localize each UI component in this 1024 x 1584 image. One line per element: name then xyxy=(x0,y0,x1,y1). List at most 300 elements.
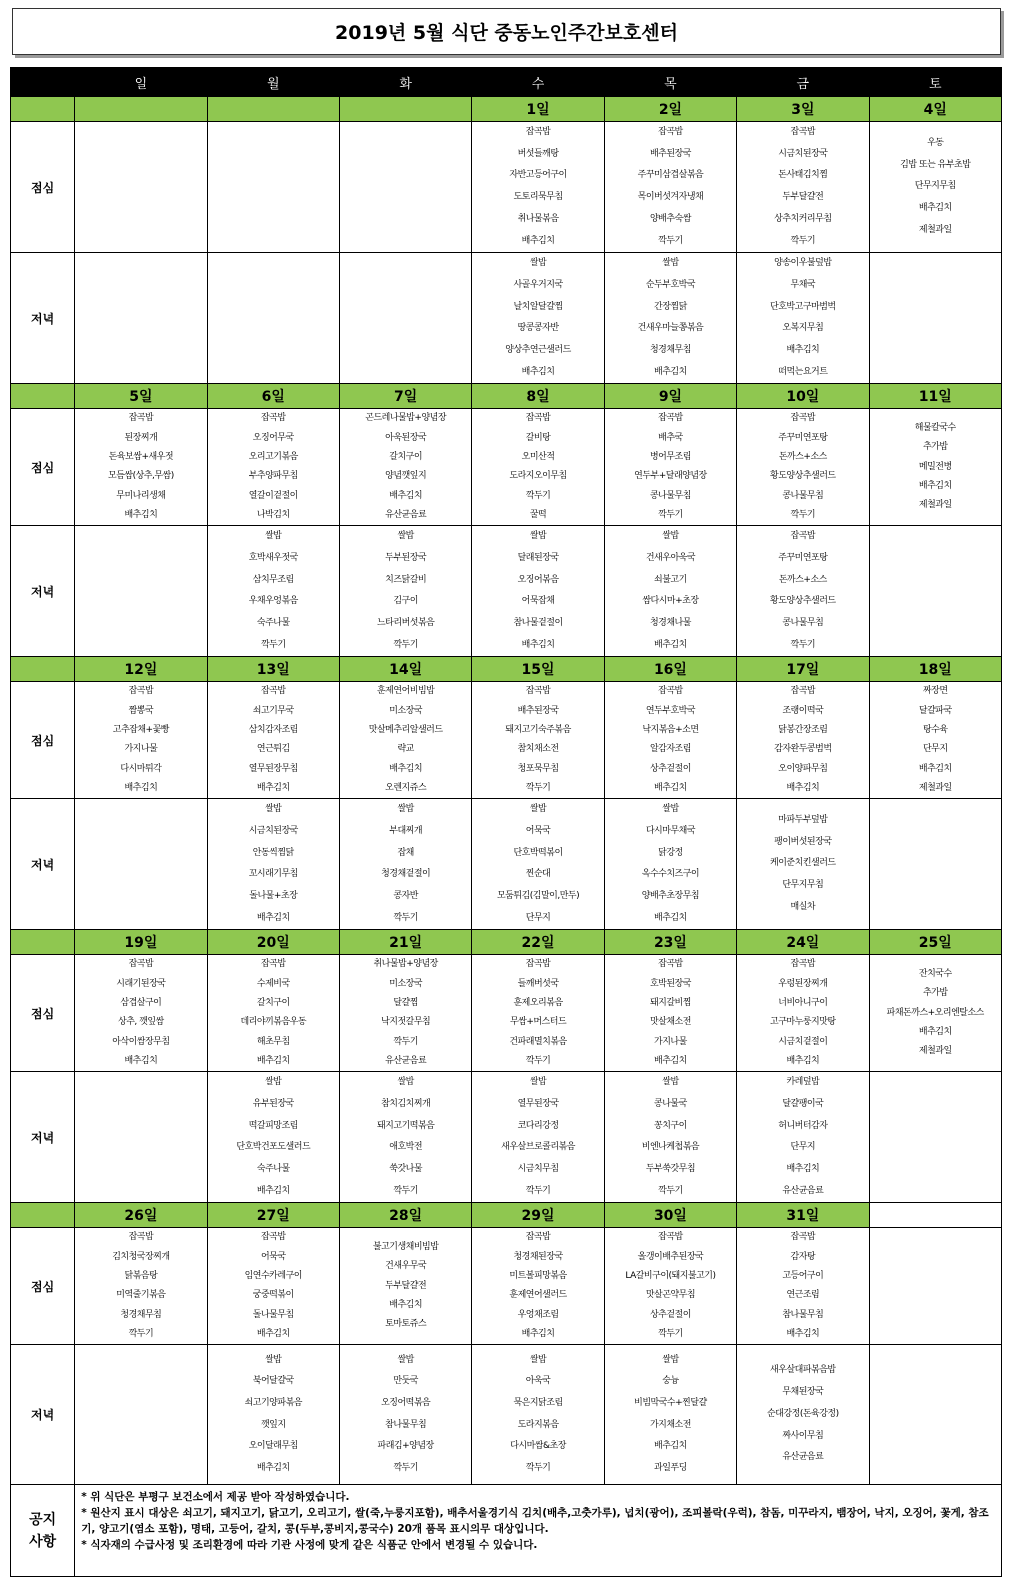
menu-item: 쑥갓나물 xyxy=(389,1164,423,1175)
menu-item: 오이양파무침 xyxy=(778,763,828,774)
menu-item: 콩자반 xyxy=(393,891,418,902)
menu-item: 쇠고기양파볶음 xyxy=(244,1398,302,1409)
date-cell: 21일 xyxy=(339,930,471,955)
page-title xyxy=(12,8,1001,55)
menu-item: 돌나물무침 xyxy=(252,1309,294,1320)
menu-item: 잡곡밥 xyxy=(658,127,683,137)
menu-cell xyxy=(604,253,736,384)
lunch-row xyxy=(11,122,1002,253)
menu-item: 배추김치 xyxy=(654,1441,687,1452)
menu-item: 돈육보쌈+새우젓 xyxy=(108,452,174,463)
menu-item: 쌀밥 xyxy=(265,531,282,542)
menu-item: 날치알달걀찜 xyxy=(513,301,563,312)
menu-item: 깍두기 xyxy=(393,1036,418,1047)
date-cell: 9일 xyxy=(604,384,736,409)
menu-item: 미트볼피망볶음 xyxy=(509,1271,567,1282)
menu-cell xyxy=(472,799,604,930)
menu-item: 닭강정 xyxy=(658,847,683,858)
menu-item: 짜사이무침 xyxy=(782,1430,824,1441)
menu-item: 배추김치 xyxy=(124,509,158,520)
weekday-header: 화 xyxy=(339,68,471,97)
menu-item: 배추김치 xyxy=(256,1185,290,1196)
menu-item: 비빔막국수+찐달걀 xyxy=(634,1398,707,1409)
menu-item: 돈까스+소스 xyxy=(778,574,827,585)
menu-item: 갈치구이 xyxy=(256,998,290,1009)
lunch-row xyxy=(11,409,1002,526)
menu-cell xyxy=(75,1345,207,1485)
menu-item: 달걀파국 xyxy=(918,705,952,716)
menu-item: 쌀밥 xyxy=(529,804,547,815)
date-cell: 24일 xyxy=(737,930,869,955)
lunch-label: 점심 xyxy=(11,409,75,526)
menu-cell xyxy=(207,799,339,930)
menu-item: 돼지고기숙주볶음 xyxy=(505,725,571,736)
menu-item: 잡곡밥 xyxy=(525,959,551,970)
menu-item: 제철과일 xyxy=(918,224,952,235)
date-cell: 1일 xyxy=(472,97,604,122)
lunch-label: 점심 xyxy=(11,122,75,253)
menu-item: 깍두기 xyxy=(658,509,683,520)
menu-item: 숭늉 xyxy=(662,1376,679,1387)
menu-cell xyxy=(75,799,207,930)
menu-item: 깍두기 xyxy=(260,639,286,650)
menu-cell xyxy=(737,526,869,657)
menu-item: 연두부+달래양념장 xyxy=(634,471,707,482)
date-cell: 13일 xyxy=(207,657,339,682)
menu-item: 배추김치 xyxy=(786,345,820,356)
menu-item: 조랭이떡국 xyxy=(782,705,824,716)
lunch-row xyxy=(11,955,1002,1072)
menu-item: 주꾸미삼겹살볶음 xyxy=(637,170,704,181)
lunch-row xyxy=(11,682,1002,799)
menu-item: 단호박고구마범벅 xyxy=(770,301,836,312)
menu-item: 목이버섯겨자냉채 xyxy=(637,192,704,203)
menu-item: 잡곡밥 xyxy=(525,1232,551,1243)
menu-cell xyxy=(604,955,736,1072)
menu-item: 두부달걀전 xyxy=(782,192,824,203)
menu-item: 꿀떡 xyxy=(529,509,547,520)
dinner-label: 저녁 xyxy=(11,799,75,930)
menu-item: 쌀밥 xyxy=(662,531,679,542)
menu-item: 임연수카레구이 xyxy=(244,1271,302,1282)
menu-item: 잡곡밥 xyxy=(128,959,154,970)
menu-item: 갈비탕 xyxy=(525,432,551,443)
date-cell: 6일 xyxy=(207,384,339,409)
menu-cell xyxy=(869,955,1001,1072)
menu-item: 궁중떡볶이 xyxy=(252,1290,294,1301)
menu-item: 맛살곤약무침 xyxy=(645,1290,696,1301)
menu-item: 깍두기 xyxy=(393,1185,418,1196)
menu-item: 돈사태김치찜 xyxy=(778,170,828,181)
menu-item: 올갱이배추된장국 xyxy=(637,1251,704,1262)
menu-item: 깍두기 xyxy=(393,912,418,923)
menu-item: 잡곡밥 xyxy=(790,1232,816,1243)
menu-cell xyxy=(75,1072,207,1203)
menu-item: 달래된장국 xyxy=(517,552,559,563)
menu-item: 깍두기 xyxy=(525,1185,551,1196)
menu-item: 된장찌개 xyxy=(124,432,158,443)
menu-item: 버섯들깨탕 xyxy=(517,148,559,159)
menu-item: 파래김+양념장 xyxy=(377,1441,434,1452)
date-cell xyxy=(339,97,471,122)
menu-item: 오렌지쥬스 xyxy=(385,782,427,793)
menu-item: 추가밥 xyxy=(922,988,948,999)
menu-item: 깍두기 xyxy=(658,1328,683,1339)
date-cell: 23일 xyxy=(604,930,736,955)
menu-item: 배추김치 xyxy=(124,782,158,793)
menu-item: 아욱국 xyxy=(525,1376,551,1387)
menu-item: 아삭이쌈장무침 xyxy=(112,1036,170,1047)
menu-item: 배추김치 xyxy=(389,1299,423,1310)
menu-item: 건새우아욱국 xyxy=(645,552,696,563)
menu-item: 배추김치 xyxy=(918,763,952,774)
menu-item: 열무된장국 xyxy=(517,1098,559,1109)
date-cell: 16일 xyxy=(604,657,736,682)
menu-item: 두부쑥갓무침 xyxy=(645,1164,696,1175)
menu-item: 잡곡밥 xyxy=(658,1232,683,1243)
menu-item: 깍두기 xyxy=(525,782,551,793)
menu-item: 순두부호박국 xyxy=(645,279,696,290)
dinner-label: 저녁 xyxy=(11,1345,75,1485)
menu-item: 허니버터감자 xyxy=(778,1120,828,1131)
menu-cell xyxy=(604,1345,736,1485)
date-cell xyxy=(207,97,339,122)
menu-item: 마파두부덮밥 xyxy=(778,815,828,826)
menu-item: 배추김치 xyxy=(654,639,687,650)
menu-item: 감자탕 xyxy=(790,1251,816,1262)
dinner-label: 저녁 xyxy=(11,253,75,384)
menu-cell xyxy=(339,122,471,253)
notice-text xyxy=(75,1485,1002,1577)
menu-item: 감자완두콩범벅 xyxy=(774,744,832,755)
date-cell: 12일 xyxy=(75,657,207,682)
menu-item: 잡곡밥 xyxy=(260,413,286,424)
dinner-label: 저녁 xyxy=(11,1072,75,1203)
menu-item: 양송이우불덮밥 xyxy=(774,258,832,269)
menu-item: 깍두기 xyxy=(790,509,816,520)
date-row xyxy=(11,930,1002,955)
menu-item: 새우살대파볶음밥 xyxy=(770,1365,836,1376)
menu-item: 참나물무침 xyxy=(385,1419,427,1430)
notice-line: * 원산지 표시 대상은 쇠고기, 돼지고기, 닭고기, 오리고기, 쌀(죽,누룽지포함), 배추서울경기식 김치(배추,고춧가루), 넙치(광어), 조피볼락(우럭), 참돔, 미꾸라지, 뱀장어, 낙지, 오징어, 꽃게, 참조기, 양고기(염소 포함), 명태, 고등어, 갈치, 콩(두부,콩비지,콩국수) 20개 품목 표시의무 대상입니다. xyxy=(81,1507,989,1536)
menu-cell xyxy=(207,1072,339,1203)
menu-item: 연근조림 xyxy=(786,1290,820,1301)
menu-item: 메밀전병 xyxy=(918,461,952,472)
menu-item: 쌀밥 xyxy=(265,804,282,815)
dinner-row xyxy=(11,1072,1002,1203)
menu-item: 아욱된장국 xyxy=(385,432,427,443)
menu-item: 쌀밥 xyxy=(529,258,547,269)
lunch-label: 점심 xyxy=(11,682,75,799)
menu-item: 상추치커리무침 xyxy=(774,213,832,224)
notice-label-text: 공지 사항 xyxy=(29,1511,57,1550)
menu-item: 쌀밥 xyxy=(662,258,679,269)
menu-item: 쌀밥 xyxy=(265,1354,282,1365)
menu-item: 청경채나물 xyxy=(649,618,691,629)
notice-line: * 위 식단은 부평구 보건소에서 제공 받아 작성하였습니다. xyxy=(81,1491,350,1504)
menu-item: 배추김치 xyxy=(654,912,687,923)
weekday-header: 수 xyxy=(472,68,604,97)
menu-item: 배추김치 xyxy=(918,480,952,491)
menu-item: 숙주나물 xyxy=(256,1164,290,1175)
menu-item: 시금치된장국 xyxy=(248,825,298,836)
menu-item: 떡갈피망조림 xyxy=(248,1120,298,1131)
menu-item: 배추김치 xyxy=(654,366,687,377)
menu-cell xyxy=(207,1228,339,1345)
menu-item: 다시마무채국 xyxy=(645,825,696,836)
date-cell: 5일 xyxy=(75,384,207,409)
menu-item: 시금치겉절이 xyxy=(778,1036,828,1047)
menu-item: 쌀밥 xyxy=(397,531,414,542)
menu-item: 쌀밥 xyxy=(529,531,547,542)
menu-item: 건새우무국 xyxy=(385,1261,427,1272)
weekday-header: 일 xyxy=(75,68,207,97)
menu-item: 상추겉절이 xyxy=(649,1309,691,1320)
menu-cell xyxy=(339,682,471,799)
menu-item: 무채된장국 xyxy=(782,1387,824,1398)
menu-cell xyxy=(472,682,604,799)
menu-item: 잡곡밥 xyxy=(790,413,816,424)
menu-cell xyxy=(604,122,736,253)
menu-item: 안동씩찜닭 xyxy=(252,847,294,858)
menu-item: 참치김치찌개 xyxy=(381,1098,431,1109)
menu-item: 배추된장국 xyxy=(517,705,559,716)
menu-cell xyxy=(75,122,207,253)
lunch-label: 점심 xyxy=(11,955,75,1072)
page-title-text: 2019년 5월 식단 중동노인주간보호센터 xyxy=(335,22,678,44)
menu-item: 달걀찜 xyxy=(393,998,418,1009)
menu-item: 배추된장국 xyxy=(649,148,691,159)
menu-cell xyxy=(869,1072,1001,1203)
menu-item: 쌀밥 xyxy=(397,1354,414,1365)
menu-item: 상추겉절이 xyxy=(649,763,691,774)
date-cell: 18일 xyxy=(869,657,1001,682)
menu-item: 옥수수치즈구이 xyxy=(641,869,700,880)
menu-item: 깍두기 xyxy=(790,639,816,650)
menu-item: 잡곡밥 xyxy=(790,531,816,542)
menu-item: 깍두기 xyxy=(525,1055,551,1066)
menu-item: 찐순대 xyxy=(525,869,551,880)
menu-item: 도라지볶음 xyxy=(517,1419,559,1430)
menu-item: 코다리강정 xyxy=(517,1120,559,1131)
menu-item: 오징어떡볶음 xyxy=(381,1398,431,1409)
menu-item: 새우살브로콜리볶음 xyxy=(501,1142,575,1153)
weekday-header-row xyxy=(11,68,1002,97)
menu-cell xyxy=(737,253,869,384)
menu-item: 토마토쥬스 xyxy=(385,1319,427,1330)
menu-item: 배추김치 xyxy=(786,782,820,793)
menu-item: 잡곡밥 xyxy=(790,959,816,970)
menu-item: 갈치구이 xyxy=(389,452,423,463)
menu-item: 배추김치 xyxy=(521,1328,555,1339)
menu-item: 도라지오이무침 xyxy=(509,471,567,482)
menu-item: 쌀밥 xyxy=(265,1077,282,1088)
menu-item: 애호박전 xyxy=(389,1142,423,1153)
dinner-row xyxy=(11,526,1002,657)
date-cell: 28일 xyxy=(339,1203,471,1228)
menu-item: 쌀밥 xyxy=(397,1077,414,1088)
menu-cell xyxy=(75,682,207,799)
menu-item: 순대강정(돈육강정) xyxy=(767,1408,839,1419)
weekday-header: 토 xyxy=(869,68,1001,97)
menu-item: 잡곡밥 xyxy=(525,127,551,137)
menu-cell xyxy=(869,122,1001,253)
menu-cell xyxy=(75,409,207,526)
menu-item: 오미산적 xyxy=(521,452,555,463)
date-cell: 3일 xyxy=(737,97,869,122)
menu-item: 주꾸미연포탕 xyxy=(778,432,828,443)
menu-item: 무미나리생채 xyxy=(116,490,166,501)
menu-item: 유산균음료 xyxy=(782,1452,824,1463)
menu-item: 미소장국 xyxy=(389,978,423,989)
date-row xyxy=(11,1203,1002,1228)
menu-item: 배추국 xyxy=(658,432,683,443)
menu-item: 어묵국 xyxy=(525,825,551,836)
menu-item: 유부된장국 xyxy=(252,1098,294,1109)
menu-cell xyxy=(472,1072,604,1203)
menu-item: 미소장국 xyxy=(389,705,423,716)
menu-item: 가지나물 xyxy=(654,1036,687,1047)
menu-item: 고구마누룽지맛탕 xyxy=(770,1017,836,1028)
weekday-header: 금 xyxy=(737,68,869,97)
menu-body xyxy=(11,97,1002,1485)
menu-item: 청포묵무침 xyxy=(517,763,559,774)
menu-item: 배추김치 xyxy=(654,1055,687,1066)
date-cell: 14일 xyxy=(339,657,471,682)
dinner-row xyxy=(11,799,1002,930)
date-cell: 29일 xyxy=(472,1203,604,1228)
menu-item: 병어무조림 xyxy=(649,452,691,463)
menu-item: 느타리버섯볶음 xyxy=(376,618,435,629)
menu-item: 해물칼국수 xyxy=(914,423,956,434)
menu-item: 참치채소전 xyxy=(517,744,559,755)
menu-item: 쌀밥 xyxy=(529,1077,547,1088)
menu-item: 꽁치구이 xyxy=(654,1120,687,1131)
menu-cell xyxy=(737,122,869,253)
menu-item: 시래기된장국 xyxy=(116,978,166,989)
menu-item: 쌈다시마+초장 xyxy=(642,596,699,607)
menu-item: 오이달래무침 xyxy=(248,1441,298,1452)
menu-item: 수제비국 xyxy=(256,978,290,989)
menu-item: 취나물밥+양념장 xyxy=(373,959,438,970)
date-cell: 26일 xyxy=(75,1203,207,1228)
menu-cell xyxy=(869,253,1001,384)
dinner-row xyxy=(11,1345,1002,1485)
menu-cell xyxy=(339,799,471,930)
menu-item: 다시마튀각 xyxy=(120,763,162,774)
menu-item: 배추김치 xyxy=(389,490,423,501)
menu-item: 상추, 깻잎쌈 xyxy=(118,1017,164,1028)
menu-item: 양상추연근샐러드 xyxy=(505,345,571,356)
menu-item: 삼치감자조림 xyxy=(248,725,298,736)
menu-item: 쌀밥 xyxy=(662,804,679,815)
notice-line: * 식자재의 수급사정 및 조리환경에 따라 기관 사정에 맞게 같은 식품군 안에서 변경될 수 있습니다. xyxy=(81,1539,538,1552)
menu-item: 무채국 xyxy=(790,279,816,290)
menu-item: 김밥 또는 유부초밥 xyxy=(900,159,971,170)
date-row xyxy=(11,97,1002,122)
menu-cell xyxy=(75,253,207,384)
menu-item: 취나물볶음 xyxy=(517,213,559,224)
date-cell: 20일 xyxy=(207,930,339,955)
dinner-row xyxy=(11,253,1002,384)
date-cell: 30일 xyxy=(604,1203,736,1228)
menu-item: 만둣국 xyxy=(393,1376,418,1387)
menu-item: 쌀밥 xyxy=(397,804,414,815)
menu-cell xyxy=(75,955,207,1072)
menu-item: 잡채 xyxy=(397,847,414,858)
menu-cell xyxy=(869,799,1001,930)
menu-cell xyxy=(869,526,1001,657)
menu-item: 곤드레나물밥+양념장 xyxy=(365,413,447,424)
menu-item: 숙주나물 xyxy=(256,618,290,629)
menu-cell xyxy=(869,409,1001,526)
date-cell: 7일 xyxy=(339,384,471,409)
menu-item: 황도양상추샐러드 xyxy=(770,596,836,607)
menu-item: 열갈이겉절이 xyxy=(248,490,298,501)
menu-cell xyxy=(472,1228,604,1345)
date-cell: 4일 xyxy=(869,97,1001,122)
date-cell xyxy=(869,1203,1001,1228)
menu-item: 배추김치 xyxy=(786,1055,820,1066)
menu-item: 배추김치 xyxy=(124,1055,158,1066)
date-cell: 2일 xyxy=(604,97,736,122)
menu-item: 김구이 xyxy=(393,596,418,607)
menu-item: 다시마쌈&초장 xyxy=(510,1441,566,1452)
date-cell: 31일 xyxy=(737,1203,869,1228)
menu-item: 탕수육 xyxy=(922,725,948,736)
menu-item: 깍두기 xyxy=(393,639,418,650)
menu-cell xyxy=(207,122,339,253)
menu-item: 깍두기 xyxy=(658,235,683,246)
menu-cell xyxy=(339,1072,471,1203)
menu-item: 열무된장무침 xyxy=(248,763,298,774)
menu-item: 비엔나케첩볶음 xyxy=(641,1142,700,1153)
menu-item: 훈제오리볶음 xyxy=(513,998,563,1009)
menu-cell xyxy=(737,955,869,1072)
menu-item: 오리고기볶음 xyxy=(248,452,298,463)
menu-item: 쇠고기무국 xyxy=(252,705,294,716)
date-cell: 15일 xyxy=(472,657,604,682)
menu-item: 참나물무침 xyxy=(782,1309,824,1320)
menu-cell xyxy=(207,955,339,1072)
menu-item: 맛살채소전 xyxy=(649,1017,691,1028)
menu-item: 도토리묵무침 xyxy=(513,192,563,203)
menu-item: 김치청국장찌개 xyxy=(112,1251,170,1262)
date-cell: 11일 xyxy=(869,384,1001,409)
menu-cell xyxy=(737,1345,869,1485)
menu-item: 오징어무국 xyxy=(252,432,294,443)
menu-item: 어묵잡채 xyxy=(521,596,555,607)
menu-item: 쇠불고기 xyxy=(654,574,687,585)
menu-item: 케이준치킨샐러드 xyxy=(770,858,836,869)
menu-item: 참나물겉절이 xyxy=(513,618,563,629)
menu-item: 단무지무침 xyxy=(914,181,956,192)
menu-item: 우동 xyxy=(927,137,944,148)
menu-item: 돼지고기떡볶음 xyxy=(376,1120,435,1131)
date-row-label xyxy=(11,657,75,682)
menu-cell xyxy=(472,253,604,384)
menu-item: 해초무침 xyxy=(256,1036,290,1047)
menu-item: 쌀밥 xyxy=(529,1354,547,1365)
menu-item: 잡곡밥 xyxy=(128,686,154,697)
menu-item: 양배추숙쌈 xyxy=(649,213,691,224)
menu-item: 잡곡밥 xyxy=(658,413,683,424)
menu-cell xyxy=(604,1228,736,1345)
menu-cell xyxy=(472,409,604,526)
menu-item: 나박김치 xyxy=(256,509,290,520)
menu-item: 가지채소전 xyxy=(649,1419,691,1430)
menu-item: 배추김치 xyxy=(521,235,555,246)
